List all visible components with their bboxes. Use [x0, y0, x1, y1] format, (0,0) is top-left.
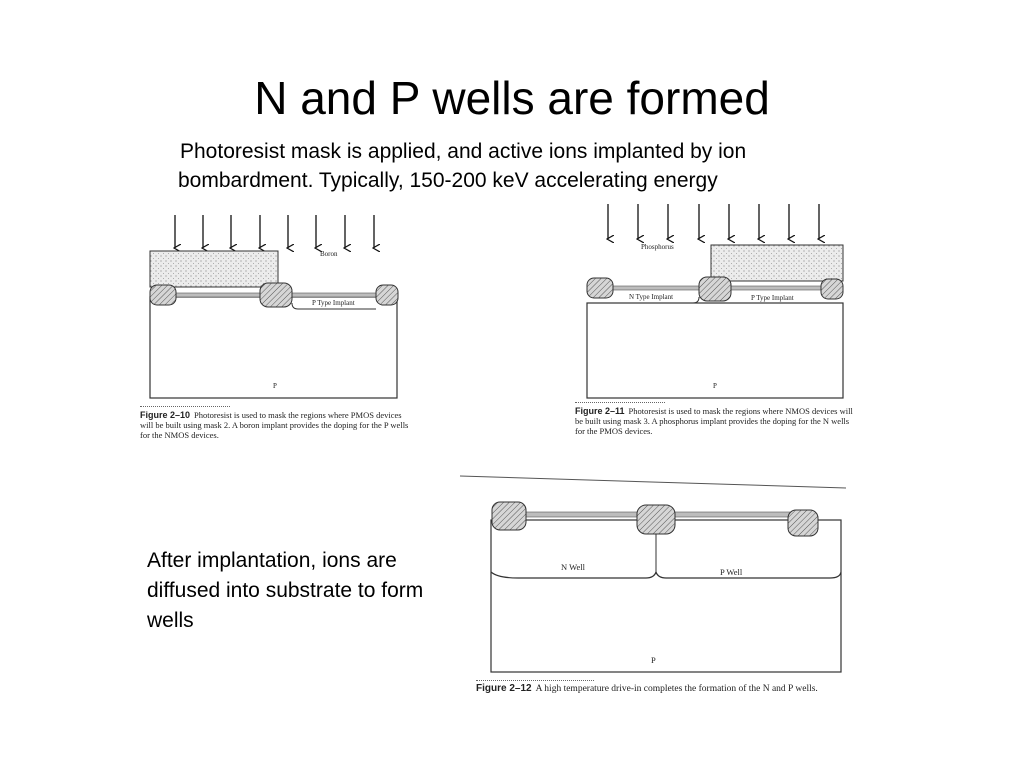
field-oxide [821, 279, 843, 299]
field-oxide [260, 283, 292, 307]
intro-line-2: bombardment. Typically, 150-200 keV accelerating energy [178, 169, 718, 192]
boron-implant-arrows [175, 215, 374, 248]
page-divider-line [460, 476, 846, 488]
implant-label: Phosphorus [641, 243, 674, 251]
slide-title: N and P wells are formed [254, 72, 770, 124]
caption-number: Figure 2–12 [476, 683, 532, 694]
side-note: After implantation, ions are diffused into substrate to form wells [147, 549, 424, 632]
field-oxide [788, 510, 818, 536]
n-implant-label: N Type Implant [629, 293, 674, 301]
photoresist-mask [150, 251, 278, 287]
substrate-label: P [713, 382, 717, 390]
p-well-label: P Well [720, 567, 743, 577]
caption-rule [575, 402, 665, 403]
figure-2-11-diagram [583, 200, 848, 405]
figure-2-10-diagram [140, 205, 410, 405]
caption-number: Figure 2–11 [575, 406, 625, 416]
caption-number: Figure 2–10 [140, 410, 191, 420]
caption-text: Photoresist is used to mask the regions where NMOS devices will be built using mask 3. A phosphorus implant provides the doping for the N wells for the PMOS devices. [575, 406, 853, 436]
substrate-label: P [651, 655, 656, 665]
figure-2-12-diagram [458, 474, 850, 679]
intro-text [180, 137, 900, 195]
substrate-label: P [273, 382, 277, 390]
field-oxide [492, 502, 526, 530]
field-oxide [637, 505, 675, 534]
caption-text: A high temperature drive-in completes the formation of the N and P wells. [535, 684, 818, 694]
phosphorus-implant-arrows [608, 204, 819, 239]
caption-rule [476, 680, 594, 681]
intro-line-1: Photoresist mask is applied, and active ions implanted by ion [180, 140, 747, 163]
figure-2-10-caption [140, 406, 410, 440]
field-oxide [699, 277, 731, 301]
substrate [491, 520, 841, 672]
caption-text: Photoresist is used to mask the regions where PMOS devices will be built using mask 2. A boron implant provides the doping for the P wells for the NMOS devices. [140, 410, 409, 440]
figure-2-12-caption [476, 680, 846, 694]
field-oxide [150, 285, 176, 305]
p-implant-label: P Type Implant [751, 294, 794, 302]
implant-region-label: P Type Implant [312, 299, 355, 307]
caption-rule [140, 406, 230, 407]
n-well-label: N Well [561, 562, 585, 572]
implant-label: Boron [320, 250, 338, 258]
photoresist-mask [711, 245, 843, 281]
figure-2-11-caption [575, 402, 855, 436]
field-oxide [587, 278, 613, 298]
field-oxide [376, 285, 398, 305]
